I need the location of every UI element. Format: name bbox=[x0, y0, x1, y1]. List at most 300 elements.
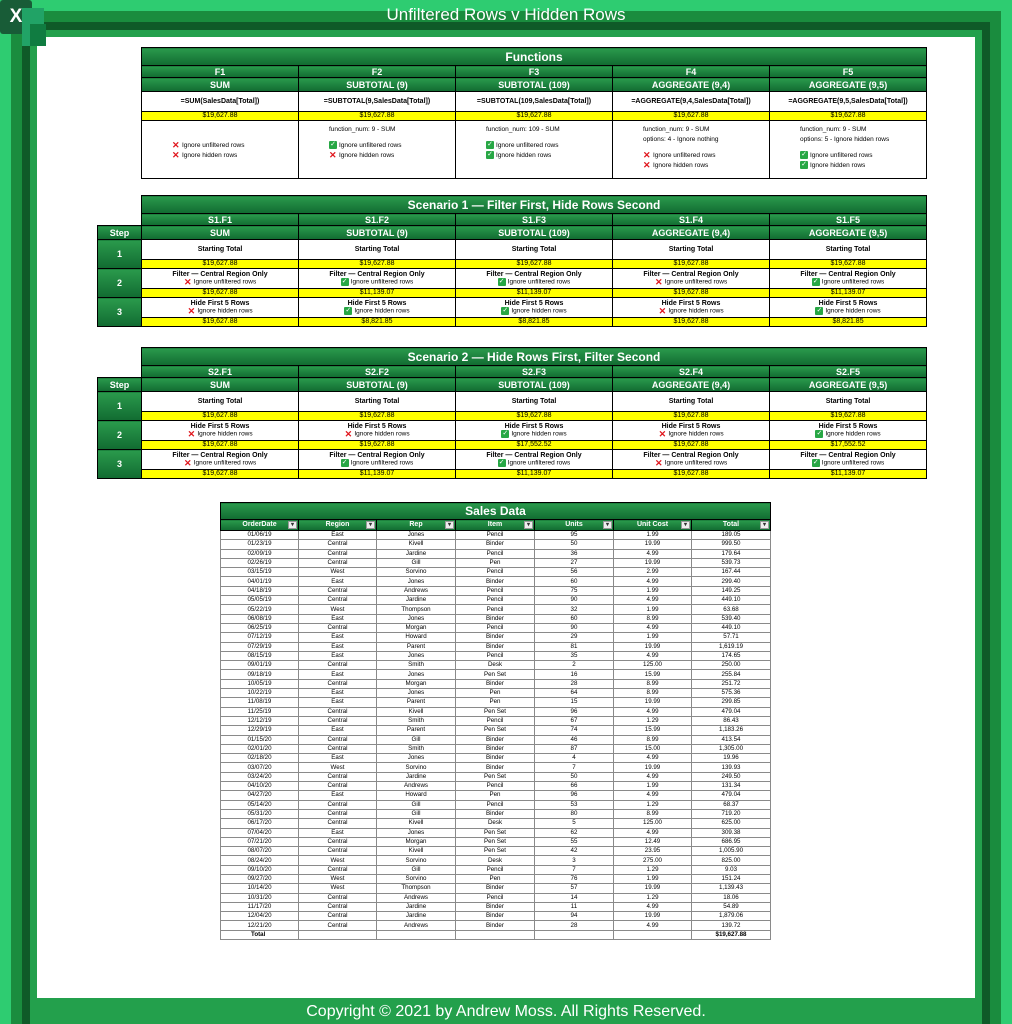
table-cell: Jardine bbox=[377, 902, 456, 911]
step-check-row bbox=[613, 278, 769, 286]
table-cell: 12/04/20 bbox=[221, 912, 299, 921]
table-cell: 55 bbox=[535, 837, 614, 846]
table-cell: Central bbox=[299, 772, 377, 781]
table-cell: 90 bbox=[535, 623, 614, 632]
table-cell: 1,183.26 bbox=[692, 726, 771, 735]
checkmark-icon: ✓ bbox=[502, 430, 509, 437]
scenario-column-name: AGGREGATE (9,5) bbox=[770, 226, 927, 240]
step-number: 1 bbox=[98, 240, 142, 269]
step-result: $19,627.88 bbox=[613, 289, 770, 298]
table-row bbox=[221, 698, 771, 707]
table-cell: Central bbox=[299, 912, 377, 921]
table-cell: Binder bbox=[456, 633, 535, 642]
step-check-label: Ignore unfiltered rows bbox=[821, 459, 885, 467]
table-cell: 8.99 bbox=[614, 614, 692, 623]
step-result: $19,627.88 bbox=[142, 470, 299, 479]
table-cell: Kivell bbox=[377, 540, 456, 549]
cross-icon: ✕ bbox=[658, 306, 667, 316]
step-check-label: Ignore unfiltered rows bbox=[350, 459, 414, 467]
table-row bbox=[221, 558, 771, 567]
table-cell: Pencil bbox=[456, 586, 535, 595]
table-cell: 09/27/20 bbox=[221, 874, 299, 883]
table-cell: Sorvino bbox=[377, 763, 456, 772]
step-label: Hide First 5 Rows bbox=[190, 300, 250, 307]
table-cell: 96 bbox=[535, 707, 614, 716]
table-cell: 23.95 bbox=[614, 847, 692, 856]
table-cell: 12/12/19 bbox=[221, 716, 299, 725]
table-cell: 35 bbox=[535, 651, 614, 660]
table-row bbox=[221, 642, 771, 651]
table-cell: 28 bbox=[535, 921, 614, 930]
table-cell: Kivell bbox=[377, 707, 456, 716]
table-cell: 56 bbox=[535, 568, 614, 577]
function-check-row bbox=[329, 151, 447, 161]
table-cell: 9.03 bbox=[692, 865, 771, 874]
table-cell: 139.72 bbox=[692, 921, 771, 930]
table-cell: 1.99 bbox=[614, 605, 692, 614]
page-title: Unfiltered Rows v Hidden Rows bbox=[386, 5, 626, 24]
step-check-row bbox=[456, 459, 612, 467]
step-label: Hide First 5 Rows bbox=[347, 423, 407, 430]
function-name: AGGREGATE (9,4) bbox=[613, 78, 770, 92]
step-label: Starting Total bbox=[197, 246, 243, 253]
table-cell: Central bbox=[299, 735, 377, 744]
column-header-unit-cost bbox=[614, 520, 692, 531]
table-cell: 309.38 bbox=[692, 828, 771, 837]
step-description bbox=[142, 240, 299, 260]
step-check-label: Ignore hidden rows bbox=[668, 307, 724, 315]
step-description bbox=[613, 392, 770, 412]
table-cell: 07/29/19 bbox=[221, 642, 299, 651]
table-row bbox=[221, 874, 771, 883]
table-cell: 18.06 bbox=[692, 893, 771, 902]
table-cell: Binder bbox=[456, 642, 535, 651]
table-cell: Binder bbox=[456, 754, 535, 763]
table-cell: 08/24/20 bbox=[221, 856, 299, 865]
table-cell: 60 bbox=[535, 577, 614, 586]
scenario-column-id: S2.F5 bbox=[770, 366, 927, 378]
table-cell: Central bbox=[299, 661, 377, 670]
table-cell: West bbox=[299, 884, 377, 893]
table-cell: 80 bbox=[535, 809, 614, 818]
table-cell: 12/21/20 bbox=[221, 921, 299, 930]
scenario1-table bbox=[97, 195, 927, 327]
table-cell: 01/23/19 bbox=[221, 540, 299, 549]
step-check-row bbox=[770, 459, 926, 467]
function-check-label: Ignore hidden rows bbox=[339, 152, 395, 159]
step-check-row bbox=[456, 430, 612, 438]
table-cell: 96 bbox=[535, 791, 614, 800]
table-cell: 1.99 bbox=[614, 531, 692, 540]
cross-icon: ✕ bbox=[187, 306, 196, 316]
table-row bbox=[221, 679, 771, 688]
step-label: Starting Total bbox=[825, 246, 871, 253]
step-label: Hide First 5 Rows bbox=[504, 300, 564, 307]
step-description bbox=[770, 392, 927, 412]
table-cell: Binder bbox=[456, 912, 535, 921]
table-cell: Central bbox=[299, 865, 377, 874]
table-cell: Binder bbox=[456, 809, 535, 818]
table-cell: Pen bbox=[456, 558, 535, 567]
table-cell: 12/29/19 bbox=[221, 726, 299, 735]
table-row bbox=[221, 568, 771, 577]
table-cell: 125.00 bbox=[614, 819, 692, 828]
table-cell: 8.99 bbox=[614, 689, 692, 698]
step-result: $11,139.07 bbox=[456, 289, 613, 298]
total-row bbox=[221, 930, 771, 939]
table-cell: Howard bbox=[377, 633, 456, 642]
table-cell: 2 bbox=[535, 661, 614, 670]
step-result: $19,627.88 bbox=[299, 412, 456, 421]
step-result: $19,627.88 bbox=[613, 260, 770, 269]
table-cell: 4.99 bbox=[614, 791, 692, 800]
table-cell: Pencil bbox=[456, 531, 535, 540]
scenario2-table bbox=[97, 347, 927, 479]
function-description bbox=[142, 121, 299, 179]
step-result: $19,627.88 bbox=[613, 470, 770, 479]
table-cell: 02/09/19 bbox=[221, 549, 299, 558]
step-check-row bbox=[456, 278, 612, 286]
filter-dropdown-icon[interactable]: ▾ bbox=[760, 521, 769, 529]
table-cell: 04/18/19 bbox=[221, 586, 299, 595]
step-check-label: Ignore hidden rows bbox=[825, 430, 881, 438]
function-result: $19,627.88 bbox=[142, 112, 299, 121]
table-row bbox=[221, 726, 771, 735]
filter-dropdown-icon[interactable]: ▾ bbox=[366, 521, 375, 529]
checkmark-icon: ✓ bbox=[341, 459, 348, 466]
table-cell: Binder bbox=[456, 763, 535, 772]
step-label: Starting Total bbox=[354, 398, 400, 405]
step-label: Hide First 5 Rows bbox=[661, 423, 721, 430]
table-cell: 299.85 bbox=[692, 698, 771, 707]
step-result: $11,139.07 bbox=[770, 470, 927, 479]
step-check-label: Ignore unfiltered rows bbox=[821, 278, 885, 286]
function-check-label: Ignore hidden rows bbox=[182, 152, 238, 159]
function-description bbox=[770, 121, 927, 179]
table-row bbox=[221, 772, 771, 781]
table-cell: 07/04/20 bbox=[221, 828, 299, 837]
table-cell: Andrews bbox=[377, 782, 456, 791]
step-description bbox=[770, 450, 927, 470]
step-label: Hide First 5 Rows bbox=[818, 423, 878, 430]
table-row bbox=[221, 800, 771, 809]
table-cell: 60 bbox=[535, 614, 614, 623]
table-cell: Gill bbox=[377, 865, 456, 874]
table-cell: 1.99 bbox=[614, 633, 692, 642]
step-result: $19,627.88 bbox=[142, 412, 299, 421]
scenario-column-name: SUBTOTAL (109) bbox=[456, 378, 613, 392]
function-formula: =SUBTOTAL(9,SalesData[Total]) bbox=[299, 92, 456, 112]
table-cell: Gill bbox=[377, 558, 456, 567]
table-cell: Binder bbox=[456, 614, 535, 623]
step-result: $19,627.88 bbox=[142, 441, 299, 450]
table-cell: 719.20 bbox=[692, 809, 771, 818]
table-row bbox=[221, 912, 771, 921]
table-cell: West bbox=[299, 568, 377, 577]
table-cell: East bbox=[299, 689, 377, 698]
cross-icon: ✕ bbox=[183, 277, 192, 287]
scenario-column-id: S2.F3 bbox=[456, 366, 613, 378]
step-label: Filter — Central Region Only bbox=[800, 271, 896, 278]
step-check-label: Ignore hidden rows bbox=[511, 430, 567, 438]
table-cell: 249.50 bbox=[692, 772, 771, 781]
function-note: function_num: 9 - SUM bbox=[800, 126, 867, 133]
scenario-column-name: AGGREGATE (9,5) bbox=[770, 378, 927, 392]
table-cell: 4.99 bbox=[614, 577, 692, 586]
step-description bbox=[142, 421, 299, 441]
function-note: options: 4 - Ignore nothing bbox=[643, 136, 719, 143]
function-result: $19,627.88 bbox=[299, 112, 456, 121]
table-cell: Central bbox=[299, 596, 377, 605]
column-header-label: Units bbox=[565, 521, 583, 528]
table-cell: 02/01/20 bbox=[221, 744, 299, 753]
table-cell: 149.25 bbox=[692, 586, 771, 595]
table-cell: Smith bbox=[377, 744, 456, 753]
cross-icon: ✕ bbox=[183, 458, 192, 468]
table-cell: 04/10/20 bbox=[221, 782, 299, 791]
table-cell: Sorvino bbox=[377, 568, 456, 577]
column-header-label: Unit Cost bbox=[636, 521, 669, 528]
table-row bbox=[221, 884, 771, 893]
step-label: Filter — Central Region Only bbox=[329, 271, 425, 278]
table-cell: 09/18/19 bbox=[221, 670, 299, 679]
table-cell: 1.99 bbox=[614, 586, 692, 595]
function-formula: =SUBTOTAL(109,SalesData[Total]) bbox=[456, 92, 613, 112]
table-cell: 174.65 bbox=[692, 651, 771, 660]
table-cell: Central bbox=[299, 800, 377, 809]
step-result: $17,552.52 bbox=[770, 441, 927, 450]
table-cell: Binder bbox=[456, 540, 535, 549]
column-header-label: OrderDate bbox=[242, 521, 277, 528]
table-cell: 90 bbox=[535, 596, 614, 605]
step-number: 2 bbox=[98, 269, 142, 298]
step-check-row bbox=[770, 278, 926, 286]
step-result: $8,821.85 bbox=[770, 318, 927, 327]
table-row bbox=[221, 865, 771, 874]
table-cell: Thompson bbox=[377, 605, 456, 614]
table-row bbox=[221, 531, 771, 540]
table-cell: Parent bbox=[377, 698, 456, 707]
step-label: Starting Total bbox=[354, 246, 400, 253]
step-description bbox=[456, 269, 613, 289]
table-row bbox=[221, 540, 771, 549]
table-cell: 27 bbox=[535, 558, 614, 567]
table-cell: West bbox=[299, 605, 377, 614]
table-cell: Desk bbox=[456, 819, 535, 828]
table-cell: Pencil bbox=[456, 893, 535, 902]
sales-data-table bbox=[220, 502, 771, 940]
table-cell: Kivell bbox=[377, 847, 456, 856]
step-result: $11,139.07 bbox=[456, 470, 613, 479]
table-cell: Binder bbox=[456, 902, 535, 911]
table-cell: Parent bbox=[377, 642, 456, 651]
table-cell: Central bbox=[299, 893, 377, 902]
step-result: $19,627.88 bbox=[142, 318, 299, 327]
table-row bbox=[221, 744, 771, 753]
table-cell: 999.50 bbox=[692, 540, 771, 549]
step-label: Filter — Central Region Only bbox=[172, 452, 268, 459]
table-cell: Pencil bbox=[456, 782, 535, 791]
table-cell: 19.99 bbox=[614, 884, 692, 893]
table-cell: 62 bbox=[535, 828, 614, 837]
table-cell: 19.96 bbox=[692, 754, 771, 763]
table-cell: East bbox=[299, 577, 377, 586]
table-cell: 53 bbox=[535, 800, 614, 809]
table-cell: 1.99 bbox=[614, 782, 692, 791]
table-cell: East bbox=[299, 614, 377, 623]
table-row bbox=[221, 791, 771, 800]
step-check-row bbox=[299, 430, 455, 438]
table-cell: 19.99 bbox=[614, 698, 692, 707]
table-cell: Pen Set bbox=[456, 726, 535, 735]
scenario-column-id: S1.F1 bbox=[142, 214, 299, 226]
table-cell: East bbox=[299, 670, 377, 679]
table-row bbox=[221, 596, 771, 605]
filter-dropdown-icon[interactable]: ▾ bbox=[524, 521, 533, 529]
table-cell: 479.04 bbox=[692, 791, 771, 800]
table-cell: 167.44 bbox=[692, 568, 771, 577]
table-cell: Smith bbox=[377, 661, 456, 670]
checkmark-icon: ✓ bbox=[816, 430, 823, 437]
table-cell: 4.99 bbox=[614, 772, 692, 781]
table-cell: Thompson bbox=[377, 884, 456, 893]
table-cell: 15 bbox=[535, 698, 614, 707]
table-cell: Central bbox=[299, 809, 377, 818]
table-cell: 299.40 bbox=[692, 577, 771, 586]
step-description bbox=[456, 392, 613, 412]
table-cell: East bbox=[299, 726, 377, 735]
table-cell: 4.99 bbox=[614, 828, 692, 837]
filter-dropdown-icon[interactable]: ▾ bbox=[681, 521, 690, 529]
checkmark-icon: ✓ bbox=[487, 141, 493, 149]
function-note: function_num: 9 - SUM bbox=[643, 126, 710, 133]
table-cell: 05/05/19 bbox=[221, 596, 299, 605]
table-cell: Andrews bbox=[377, 921, 456, 930]
table-cell: 825.00 bbox=[692, 856, 771, 865]
table-cell: 14 bbox=[535, 893, 614, 902]
table-cell: 04/01/19 bbox=[221, 577, 299, 586]
cross-icon: ✕ bbox=[344, 429, 353, 439]
total-empty-cell bbox=[535, 930, 614, 939]
table-row bbox=[221, 614, 771, 623]
step-check-row bbox=[299, 307, 455, 315]
table-cell: Pen Set bbox=[456, 837, 535, 846]
table-cell: 7 bbox=[535, 865, 614, 874]
table-cell: Jones bbox=[377, 577, 456, 586]
table-cell: 1.29 bbox=[614, 893, 692, 902]
table-row bbox=[221, 921, 771, 930]
table-cell: 67 bbox=[535, 716, 614, 725]
total-empty-cell bbox=[456, 930, 535, 939]
step-description bbox=[613, 298, 770, 318]
step-description bbox=[770, 421, 927, 441]
table-cell: Central bbox=[299, 558, 377, 567]
table-cell: Central bbox=[299, 707, 377, 716]
table-cell: 625.00 bbox=[692, 819, 771, 828]
table-row bbox=[221, 707, 771, 716]
step-description bbox=[770, 269, 927, 289]
table-cell: West bbox=[299, 874, 377, 883]
filter-dropdown-icon[interactable]: ▾ bbox=[445, 521, 454, 529]
table-row bbox=[221, 809, 771, 818]
sales-data-title: Sales Data bbox=[221, 503, 771, 520]
table-row bbox=[221, 586, 771, 595]
table-cell: Central bbox=[299, 623, 377, 632]
table-cell: 76 bbox=[535, 874, 614, 883]
table-cell: East bbox=[299, 651, 377, 660]
step-description bbox=[299, 450, 456, 470]
cross-icon: ✕ bbox=[643, 150, 651, 161]
filter-dropdown-icon[interactable]: ▾ bbox=[603, 521, 612, 529]
step-label: Starting Total bbox=[511, 398, 557, 405]
table-cell: 275.00 bbox=[614, 856, 692, 865]
table-cell: 4 bbox=[535, 754, 614, 763]
scenario-column-id: S1.F3 bbox=[456, 214, 613, 226]
function-check-label: Ignore hidden rows bbox=[810, 162, 866, 169]
step-check-row bbox=[299, 459, 455, 467]
column-header-label: Rep bbox=[409, 521, 423, 528]
column-header-orderdate bbox=[221, 520, 299, 531]
table-cell: Pen bbox=[456, 874, 535, 883]
function-check-row bbox=[172, 151, 290, 161]
cross-icon: ✕ bbox=[654, 458, 663, 468]
function-check-row bbox=[643, 161, 761, 171]
table-cell: Pen Set bbox=[456, 707, 535, 716]
functions-table bbox=[141, 47, 927, 179]
function-id: F5 bbox=[770, 66, 927, 78]
table-cell: Pen Set bbox=[456, 847, 535, 856]
table-cell: 251.72 bbox=[692, 679, 771, 688]
step-check-label: Ignore unfiltered rows bbox=[193, 459, 257, 467]
table-cell: 1.29 bbox=[614, 865, 692, 874]
step-check-row bbox=[142, 278, 298, 286]
function-check-label: Ignore hidden rows bbox=[653, 162, 709, 169]
table-cell: 16 bbox=[535, 670, 614, 679]
filter-dropdown-icon[interactable]: ▾ bbox=[288, 521, 297, 529]
table-cell: 19.99 bbox=[614, 540, 692, 549]
table-cell: 09/01/19 bbox=[221, 661, 299, 670]
table-cell: Central bbox=[299, 902, 377, 911]
table-cell: Central bbox=[299, 744, 377, 753]
table-cell: 02/18/20 bbox=[221, 754, 299, 763]
function-description bbox=[299, 121, 456, 179]
cross-icon: ✕ bbox=[187, 429, 196, 439]
step-label: Starting Total bbox=[825, 398, 871, 405]
functions-title: Functions bbox=[142, 48, 927, 66]
step-description bbox=[142, 298, 299, 318]
step-label: Starting Total bbox=[668, 398, 714, 405]
step-result: $19,627.88 bbox=[613, 318, 770, 327]
table-row bbox=[221, 633, 771, 642]
step-description bbox=[299, 392, 456, 412]
table-row bbox=[221, 893, 771, 902]
cross-icon: ✕ bbox=[658, 429, 667, 439]
table-cell: 10/31/20 bbox=[221, 893, 299, 902]
table-cell: Gill bbox=[377, 800, 456, 809]
step-label: Filter — Central Region Only bbox=[172, 271, 268, 278]
table-cell: East bbox=[299, 754, 377, 763]
step-label: Hide First 5 Rows bbox=[347, 300, 407, 307]
table-cell: 4.99 bbox=[614, 549, 692, 558]
table-row bbox=[221, 837, 771, 846]
step-check-row bbox=[770, 430, 926, 438]
table-cell: 4.99 bbox=[614, 921, 692, 930]
table-cell: 250.00 bbox=[692, 661, 771, 670]
table-row bbox=[221, 623, 771, 632]
table-cell: Pen bbox=[456, 791, 535, 800]
cross-icon: ✕ bbox=[172, 150, 180, 161]
table-cell: Jardine bbox=[377, 772, 456, 781]
